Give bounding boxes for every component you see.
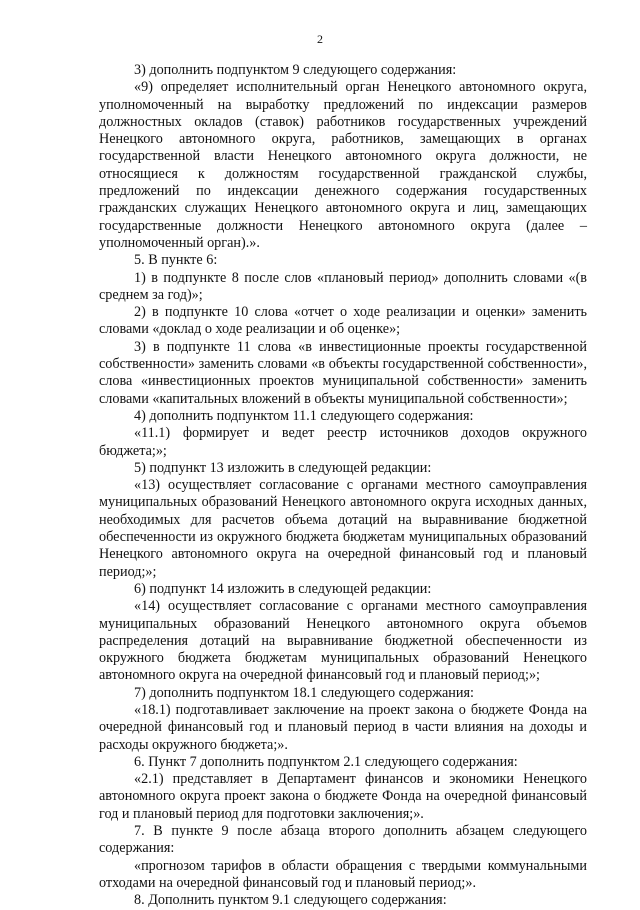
paragraph: «13) осуществляет согласование с органами местного самоуправления муниципальных образований Ненецкого автономного округа исходных данных, необходимых для расчетов объема дотаций на выравнивание бюджетной обеспеченности из окружного бюджета бюджетам муниципальных образований Ненецкого автономного округа на очередной финансовый год и плановый период;»; bbox=[99, 477, 587, 580]
paragraph: 2) в подпункте 10 слова «отчет о ходе реализации и оценки» заменить словами «доклад о ходе реализации и об оценке»; bbox=[99, 304, 587, 338]
paragraph: «прогнозом тарифов в области обращения с твердыми коммунальными отходами на очередной финансовый год и плановый период;». bbox=[99, 857, 587, 891]
paragraph: 3) в подпункте 11 слова «в инвестиционные проекты государственной собственности» заменить словами «в объекты государственной собственности», слова «инвестиционных проектов муниципальной собственности» заменить словами «капитальных вложений в объекты муниципальной собственности»; bbox=[99, 338, 587, 407]
document-body bbox=[99, 62, 587, 910]
paragraph: 7) дополнить подпунктом 18.1 следующего содержания: bbox=[134, 684, 474, 701]
paragraph: «11.1) формирует и ведет реестр источников доходов окружного бюджета;»; bbox=[99, 425, 587, 459]
paragraph: 7. В пункте 9 после абзаца второго дополнить абзацем следующего содержания: bbox=[99, 823, 587, 857]
page-number: 2 bbox=[317, 32, 323, 46]
paragraph: 6. Пункт 7 дополнить подпунктом 2.1 следующего содержания: bbox=[134, 753, 518, 770]
paragraph: «18.1) подготавливает заключение на проект закона о бюджете Фонда на очередной финансовый год и плановый период в части влияния на доходы и расходы окружного бюджета;». bbox=[99, 701, 587, 753]
paragraph: «2.1) представляет в Департамент финансов и экономики Ненецкого автономного округа проект закона о бюджете Фонда на очередной финансовый год и плановый период для подготовки заключения;». bbox=[99, 771, 587, 822]
paragraph: 3) дополнить подпунктом 9 следующего содержания: bbox=[134, 62, 457, 78]
paragraph: 4) дополнить подпунктом 11.1 следующего содержания: bbox=[134, 407, 474, 424]
paragraph: 5. В пункте 6: bbox=[134, 252, 218, 269]
paragraph: «9) определяет исполнительный орган Ненецкого автономного округа, уполномоченный на выработку предложений по индексации размеров должностных окладов (ставок) работников государственных учреждений Ненецкого автономного округа, работников, замещающих в органах государственной власти Ненецкого автономного округа должности, не относящиеся к должностям государственной гражданской службы, предложений по индексации денежного содержания государственных гражданских служащих Ненецкого автономного округа и лиц, замещающих государственные должности Ненецкого автономного округа (далее – уполномоченный орган).». bbox=[99, 79, 587, 251]
paragraph: 6) подпункт 14 изложить в следующей редакции: bbox=[134, 580, 432, 597]
paragraph: 8. Дополнить пунктом 9.1 следующего содержания: bbox=[134, 892, 447, 909]
paragraph: 1) в подпункте 8 после слов «плановый период» дополнить словами «(в среднем за год)»; bbox=[99, 269, 587, 303]
paragraph: «14) осуществляет согласование с органами местного самоуправления муниципальных образований Ненецкого автономного округа объемов распределения дотаций на выравнивание бюджетной обеспеченности из окружного бюджета бюджетам муниципальных образований Ненецкого автономного округа на очередной финансовый год и плановый период;»; bbox=[99, 598, 587, 684]
paragraph: 5) подпункт 13 изложить в следующей редакции: bbox=[134, 459, 432, 476]
